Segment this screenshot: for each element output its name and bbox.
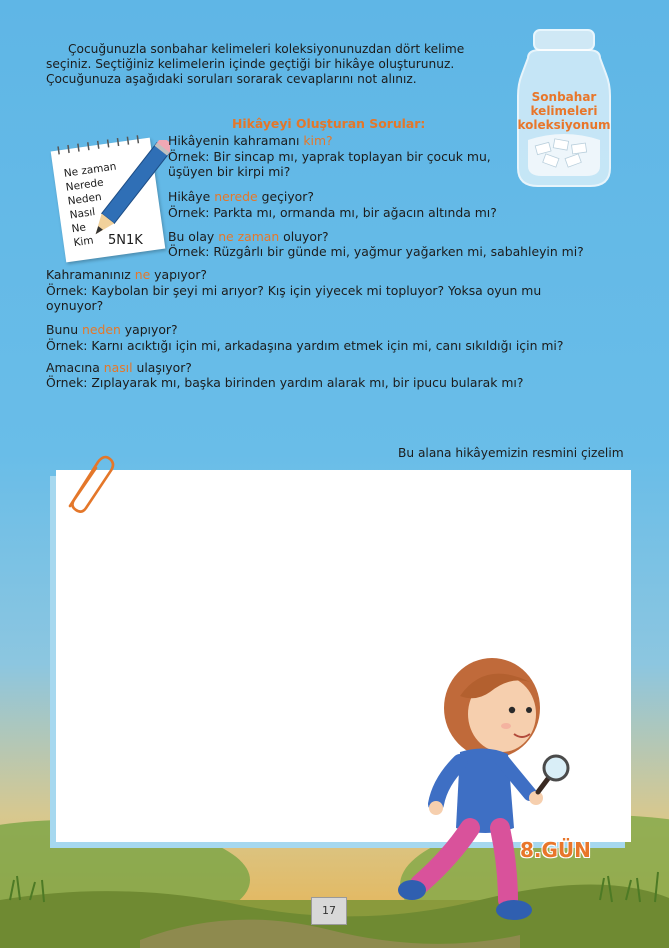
magnifier-icon bbox=[544, 756, 568, 780]
jar-label: Sonbahar kelimeleri koleksiyonum bbox=[517, 90, 611, 132]
notepad-word: Neden bbox=[66, 190, 103, 208]
question-2 bbox=[168, 189, 314, 204]
question-text: Bu olay bbox=[168, 229, 219, 244]
question-text: Hikâyenin kahramanı bbox=[168, 133, 304, 148]
draw-caption: Bu alana hikâyemizin resmini çizelim bbox=[398, 446, 624, 460]
question-text: Hikâye bbox=[168, 189, 215, 204]
questions-title: Hikâyeyi Oluşturan Sorular: bbox=[232, 116, 426, 131]
notepad-code: 5N1K bbox=[108, 233, 143, 248]
question-text: oluyor? bbox=[279, 229, 329, 244]
question-keyword: ne bbox=[134, 267, 151, 282]
question-3 bbox=[168, 229, 329, 244]
notepad-word: Ne zaman bbox=[63, 160, 118, 180]
question-6 bbox=[46, 360, 192, 375]
page-number: 17 bbox=[311, 897, 347, 925]
paperclip-icon bbox=[56, 450, 116, 514]
question-text: Bunu bbox=[46, 322, 82, 337]
notepad-word: Ne bbox=[70, 221, 87, 236]
intro-paragraph: Çocuğunuzla sonbahar kelimeleri koleksiyonunuzdan dört kelime seçiniz. Seçtiğiniz kelimelerin içinde geçtiği bir hikâye oluşturunuz. Çocuğunuza aşağıdaki soruları sorarak cevaplarını not alınız. bbox=[46, 42, 465, 86]
question-text: Amacına bbox=[46, 360, 104, 375]
example-6-line-1: Örnek: Zıplayarak mı, başka birinden yardım alarak mı, bir ipucu bularak mı? bbox=[46, 375, 524, 390]
question-keyword: nasıl bbox=[103, 360, 133, 375]
example-1-line-1: Örnek: Bir sincap mı, yaprak toplayan bir çocuk mu, bbox=[168, 149, 491, 164]
question-1 bbox=[168, 133, 333, 148]
notepad-word: Nerede bbox=[65, 176, 105, 194]
girl-illustration bbox=[390, 652, 580, 928]
question-text: yapıyor? bbox=[150, 267, 207, 282]
example-3-line-1: Örnek: Rüzgârlı bir günde mi, yağmur yağarken mi, sabahleyin mi? bbox=[168, 244, 584, 259]
question-keyword: neden bbox=[82, 322, 121, 337]
question-keyword: nerede bbox=[214, 189, 258, 204]
example-4-line-1: Örnek: Kaybolan bir şeyi mi arıyor? Kış için yiyecek mi topluyor? Yoksa oyun mu bbox=[46, 283, 542, 298]
question-keyword: kim? bbox=[303, 133, 333, 148]
question-4 bbox=[46, 267, 207, 282]
question-5 bbox=[46, 322, 178, 337]
example-1-line-2: üşüyen bir kirpi mi? bbox=[168, 164, 291, 179]
example-4-line-2: oynuyor? bbox=[46, 298, 104, 313]
question-keyword: ne zaman bbox=[218, 229, 280, 244]
day-badge: 8.GÜN bbox=[520, 838, 591, 862]
question-text: Kahramanınız bbox=[46, 267, 135, 282]
question-text: geçiyor? bbox=[257, 189, 314, 204]
notepad-word: Kim bbox=[72, 234, 95, 250]
notepad-word: Nasıl bbox=[68, 205, 96, 222]
example-5-line-1: Örnek: Karnı acıktığı için mi, arkadaşına yardım etmek için mi, canı sıkıldığı için mi? bbox=[46, 338, 564, 353]
question-text: ulaşıyor? bbox=[132, 360, 192, 375]
question-text: yapıyor? bbox=[120, 322, 178, 337]
example-2-line-1: Örnek: Parkta mı, ormanda mı, bir ağacın altında mı? bbox=[168, 205, 497, 220]
